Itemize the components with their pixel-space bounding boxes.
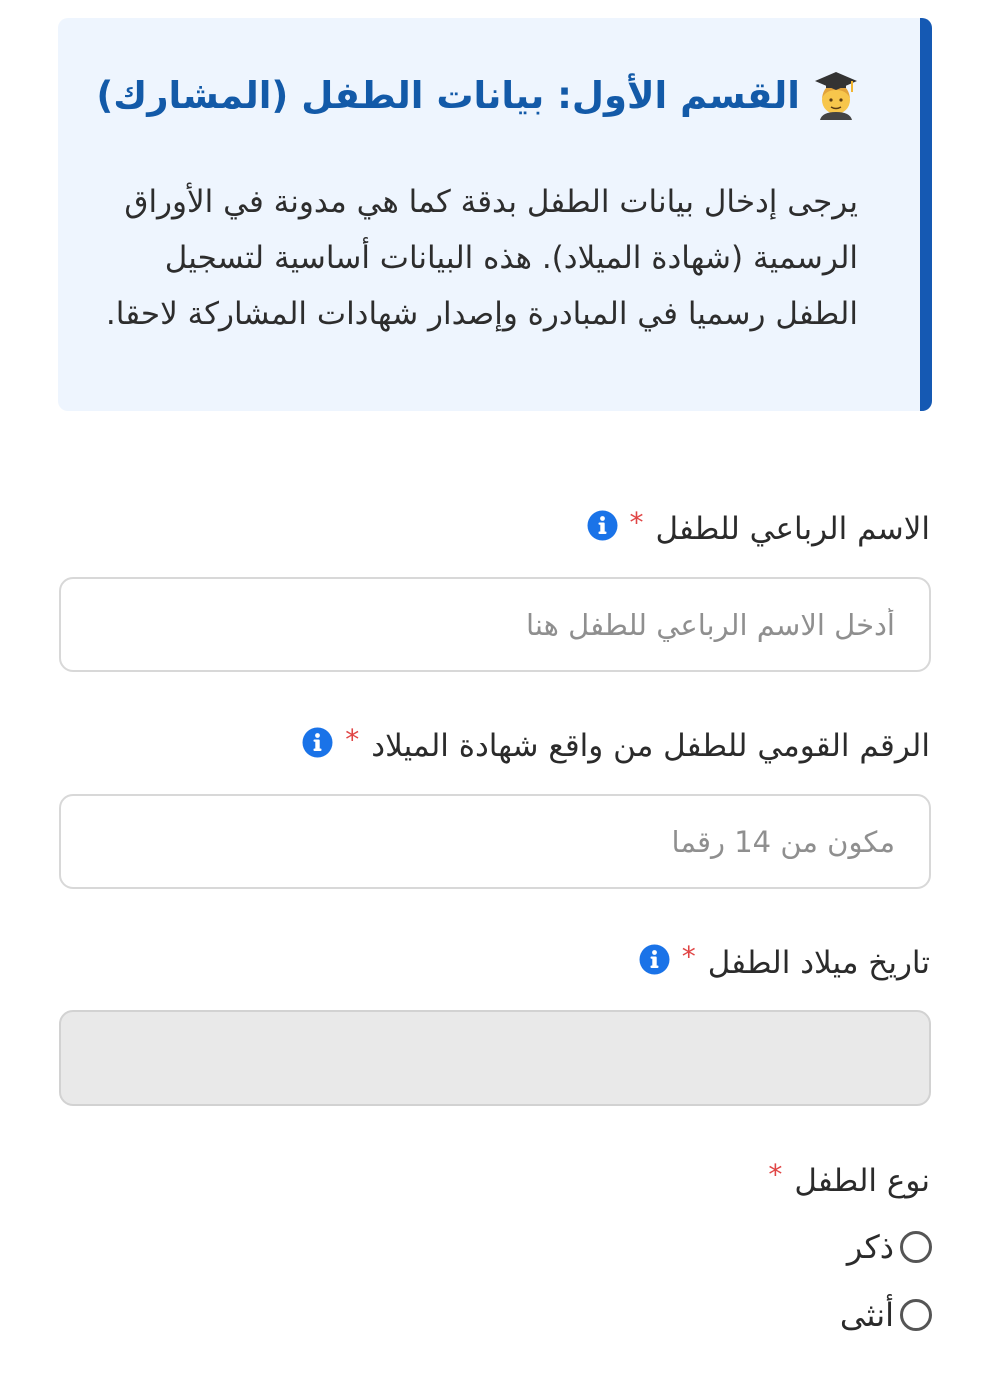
birth-date-label-row <box>639 940 930 981</box>
national-id-input[interactable] <box>59 794 931 889</box>
section-card <box>58 18 932 411</box>
birth-date-label: تاريخ ميلاد الطفل <box>707 945 930 981</box>
required-asterisk: * <box>768 1158 783 1191</box>
section-title-text: القسم الأول: بيانات الطفل (المشارك) <box>96 73 800 117</box>
graduate-emoji-icon <box>814 70 858 120</box>
full-name-label-row <box>587 506 930 547</box>
gender-label-row <box>768 1158 930 1199</box>
info-circle-icon[interactable] <box>587 510 618 541</box>
section-title <box>96 70 858 120</box>
info-circle-icon[interactable] <box>302 727 333 758</box>
required-asterisk: * <box>629 506 644 539</box>
gender-label: نوع الطفل <box>794 1163 930 1199</box>
full-name-input[interactable] <box>59 577 931 672</box>
section-description: يرجى إدخال بيانات الطفل بدقة كما هي مدونة في الأوراق الرسمية (شهادة الميلاد). هذه البيانات أساسية لتسجيل الطفل رسميا في المبادرة وإصدار شهادات المشاركة لاحقا. <box>105 184 858 332</box>
gender-option-female[interactable] <box>840 1296 932 1334</box>
full-name-label: الاسم الرباعي للطفل <box>655 511 930 547</box>
required-asterisk: * <box>345 723 360 756</box>
gender-option-label: أنثى <box>839 1296 894 1334</box>
gender-option-male[interactable] <box>847 1228 932 1266</box>
birth-date-input[interactable] <box>59 1010 931 1106</box>
national-id-label-row <box>302 723 930 764</box>
radio-unchecked-icon[interactable] <box>900 1231 932 1263</box>
national-id-label: الرقم القومي للطفل من واقع شهادة الميلاد <box>371 728 930 764</box>
radio-unchecked-icon[interactable] <box>900 1299 932 1331</box>
gender-option-label: ذكر <box>846 1228 894 1266</box>
info-circle-icon[interactable] <box>639 944 670 975</box>
required-asterisk: * <box>681 940 696 973</box>
